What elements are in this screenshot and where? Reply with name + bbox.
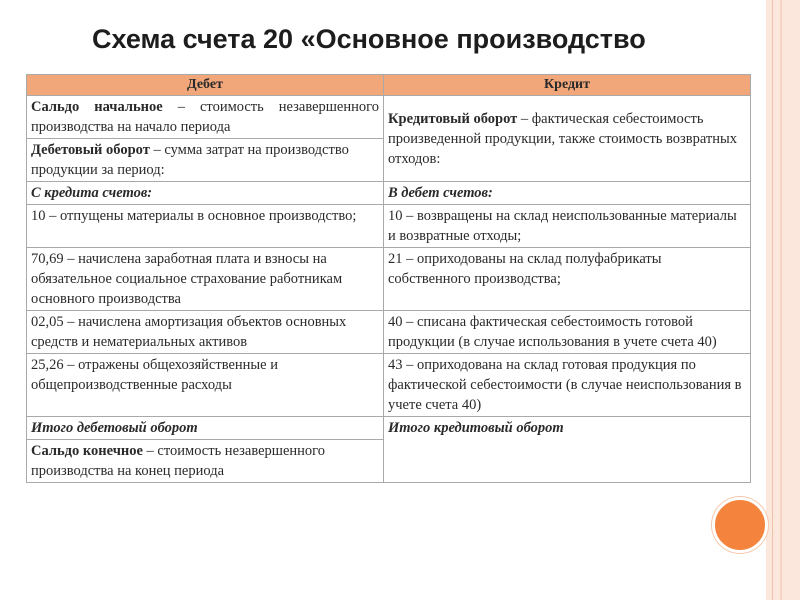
table-row (27, 311, 751, 354)
account-scheme-table (26, 74, 751, 483)
opening-balance-term: Сальдо начальное (31, 99, 163, 115)
closing-balance-term: Сальдо конечное (31, 443, 143, 459)
decorative-circle (712, 497, 768, 553)
debit-turnover-cell (27, 139, 384, 182)
total-credit-label: Итого кредитовый оборот (384, 417, 751, 483)
totals-row (27, 417, 751, 440)
total-debit-label: Итого дебетовый оборот (27, 417, 384, 440)
credit-entry: 43 – оприходована на склад готовая продукция по фактической себестоимости (в случае неиспользования в учете счета 40) (384, 354, 751, 417)
credit-turnover-term: Кредитовый оборот (388, 110, 518, 127)
closing-balance-cell (27, 440, 384, 483)
debit-entry: 10 – отпущены материалы в основное производство; (27, 205, 384, 248)
credit-entry: 40 – списана фактическая себестоимость готовой продукции (в случае использования в учете счета 40) (384, 311, 751, 354)
table-row (27, 354, 751, 417)
debit-entry: 02,05 – начислена амортизация объектов основных средств и нематериальных активов (27, 311, 384, 354)
debit-entry: 25,26 – отражены общехозяйственные и общепроизводственные расходы (27, 354, 384, 417)
accounts-label-row (27, 182, 751, 205)
credit-header: Кредит (384, 75, 751, 96)
to-debit-label: В дебет счетов: (384, 182, 751, 205)
opening-balance-cell (27, 96, 384, 139)
slide-title: Схема счета 20 «Основное производство (92, 24, 646, 54)
debit-turnover-term: Дебетовый оборот (31, 142, 150, 158)
table-header-row (27, 75, 751, 96)
table-row (27, 205, 751, 248)
credit-entry: 21 – оприходованы на склад полуфабрикаты собственного производства; (384, 248, 751, 311)
opening-balance-row (27, 96, 751, 139)
credit-turnover-cell (384, 96, 751, 182)
from-credit-label: С кредита счетов: (27, 182, 384, 205)
debit-turnover-text: – сумма затрат на производство продукции за период: (31, 142, 349, 178)
debit-header: Дебет (27, 75, 384, 96)
closing-balance-text: – стоимость незавершенного производства на конец периода (31, 443, 326, 479)
opening-balance-text: – стоимость незавершенного производства на начало периода (31, 99, 379, 135)
decorative-side-stripes (766, 0, 800, 600)
debit-entry: 70,69 – начислена заработная плата и взносы на обязательное социальное страхование работникам основного производства (27, 248, 384, 311)
credit-entry: 10 – возвращены на склад неиспользованные материалы и возвратные отходы; (384, 205, 751, 248)
credit-turnover-text: – фактическая себестоимость произведенной продукции, также стоимость возвратных отходов: (388, 110, 738, 167)
table-row (27, 248, 751, 311)
